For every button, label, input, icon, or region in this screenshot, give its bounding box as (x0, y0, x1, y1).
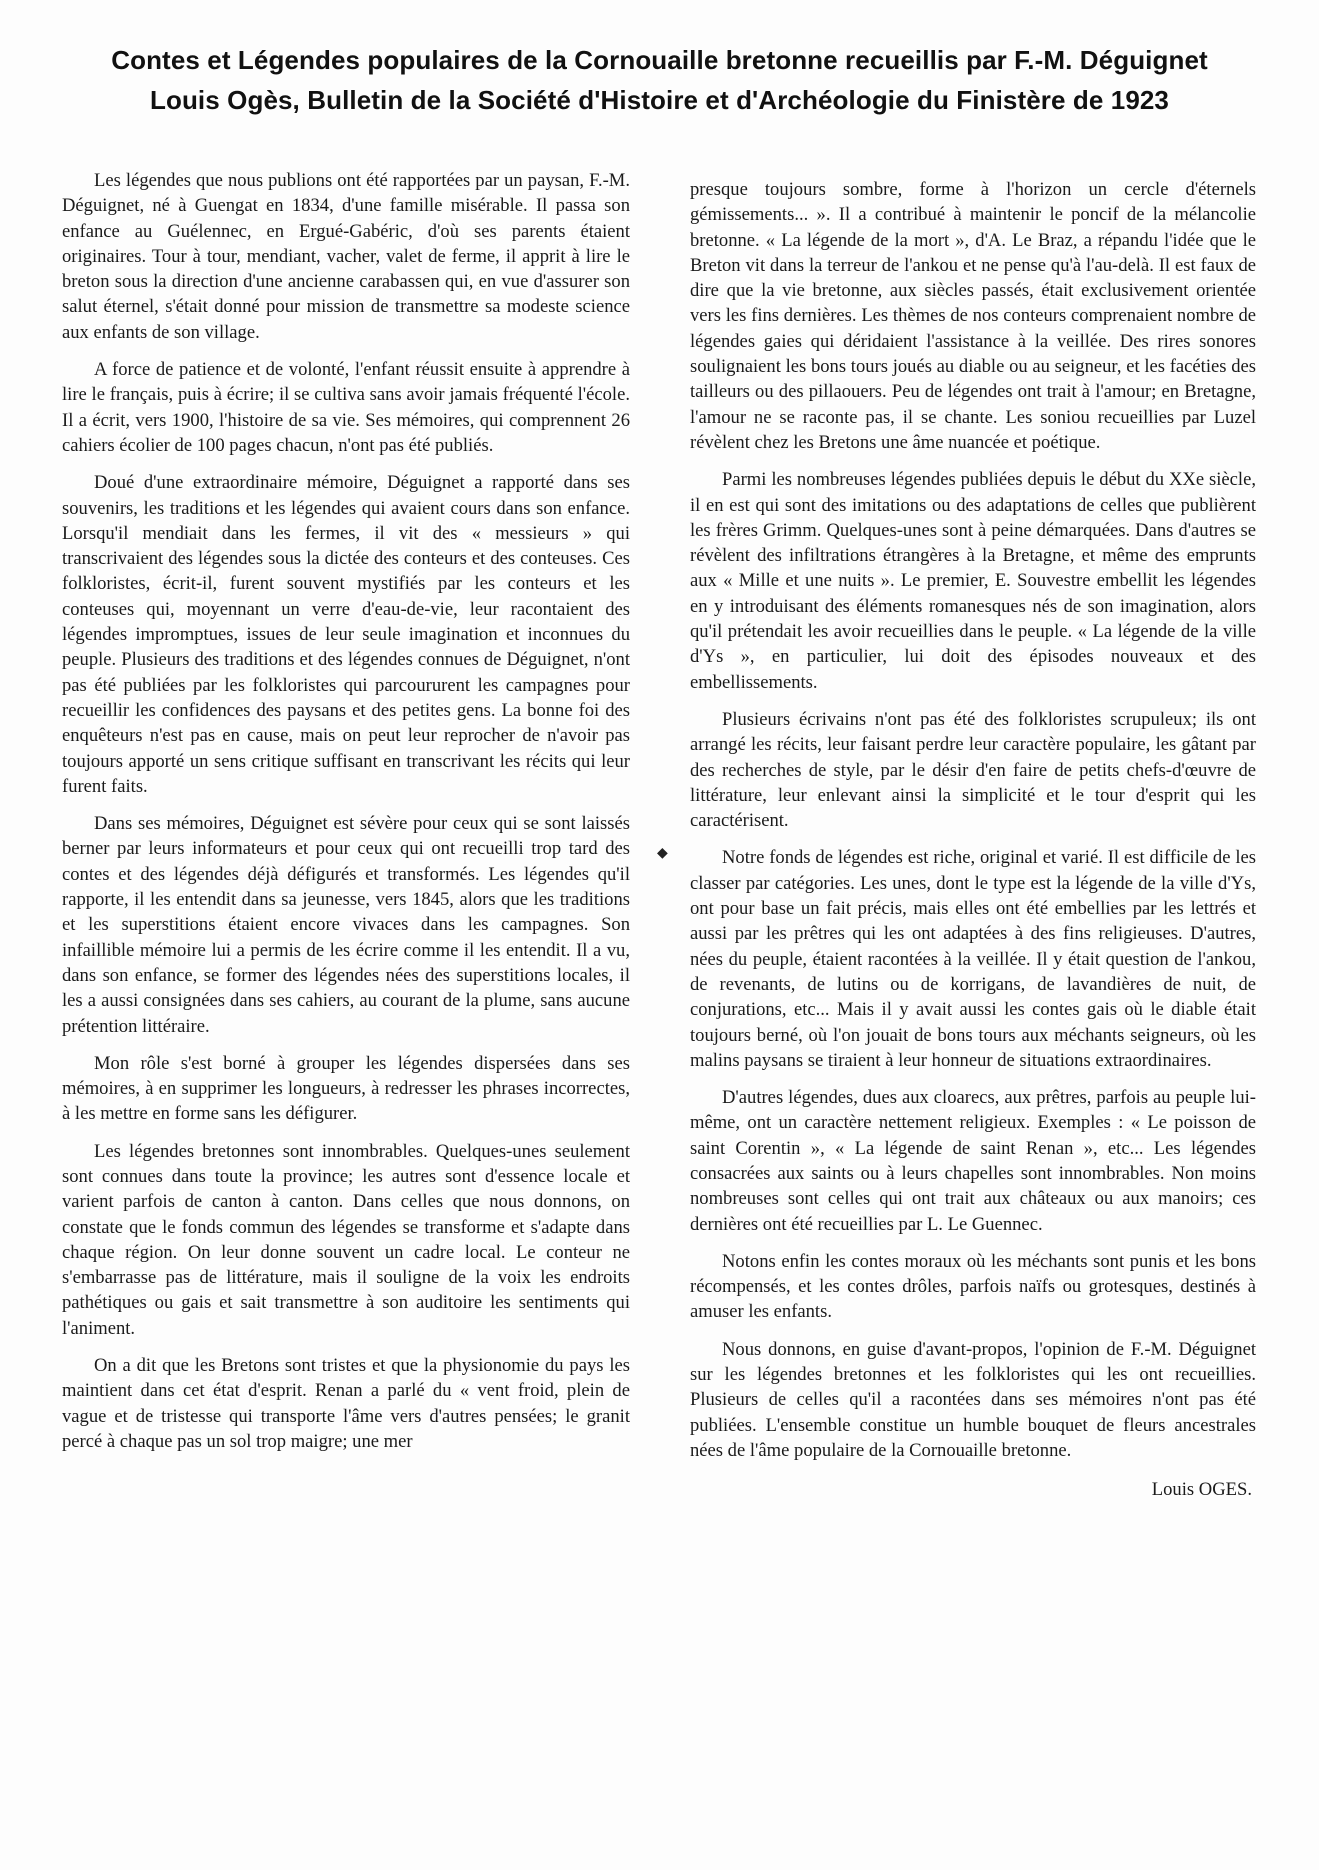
paragraph: Nous donnons, en guise d'avant-propos, l'opinion de F.-M. Déguignet sur les légendes bretonnes et les folkloristes qui les ont recueillies. Plusieurs de celles qu'il a racontées dans ses mémoires n'ont pas été publiées. L'ensemble constitue un humble bouquet de fleurs ancestrales nées de l'âme populaire de la Cornouaille bretonne. (690, 1338, 1256, 1461)
left-column (62, 168, 630, 1466)
right-column (690, 177, 1256, 1515)
paragraph: Les légendes que nous publions ont été rapportées par un paysan, F.-M. Déguignet, né à Guengat en 1834, d'une famille misérable. Il passa son enfance au Guélennec, en Ergué-Gabéric, d'où ses parents étaient originaires. Tour à tour, mendiant, vacher, valet de ferme, il apprit à lire le breton sous la direction d'une ancienne carabassen qui, en vue d'assurer son salut éternel, s'était donné pour mission de transmettre sa modeste science aux enfants de son village. (62, 170, 630, 343)
paragraph: Parmi les nombreuses légendes publiées depuis le début du XXe siècle, il en est qui sont des imitations ou des adaptations de celles que publièrent les frères Grimm. Quelques-unes sont à peine démarquées. Dans d'autres se révèlent des infiltrations étrangères à la Bretagne, et même des emprunts aux « Mille et une nuits ». Le premier, E. Souvestre embellit les légendes en y introduisant des éléments romanesques nés de son imagination, alors qu'il prétendait les avoir recueillies dans le peuple. « La légende de la ville d'Ys », en particulier, lui doit des épisodes nouveaux et des embellissements. (690, 469, 1256, 693)
paragraph: Doué d'une extraordinaire mémoire, Déguignet a rapporté dans ses souvenirs, les traditions et les légendes qui avaient cours dans son enfance. Lorsqu'il mendiait dans les fermes, il vit des « messieurs » qui transcrivaient des légendes sous la dictée des conteurs et des conteuses. Ces folkloristes, écrit-il, furent souvent mystifiés par les conteurs et les conteuses qui, moyennant un verre d'eau-de-vie, leur racontaient des légendes impromptues, issues de leur seule imagination et inconnues du peuple. Plusieurs des traditions et des légendes connues de Déguignet, n'ont pas été publiées par les folkloristes qui parcoururent les campagnes pour recueillir les confidences des paysans et des petites gens. La bonne foi des enquêteurs n'est pas en cause, mais on peut leur reprocher de n'avoir pas toujours apporté un sens critique suffisant en transcrivant les récits qui leur furent faits. (62, 472, 630, 797)
paragraph: A force de patience et de volonté, l'enfant réussit ensuite à apprendre à lire le français, puis à écrire; il se cultiva sans avoir jamais fréquenté l'école. Il a écrit, vers 1900, l'histoire de sa vie. Ses mémoires, qui comprennent 26 cahiers écolier de 100 pages chacun, n'ont pas été publiés. (62, 359, 630, 456)
paragraph: D'autres légendes, dues aux cloarecs, aux prêtres, parfois au peuple lui-même, ont un caractère nettement religieux. Exemples : « Le poisson de saint Corentin », « La légende de saint Renan », etc... Les légendes consacrées aux saints ou à leurs chapelles sont innombrables. Non moins nombreuses sont celles qui ont trait aux châteaux ou aux manoirs; ces dernières ont été recueillies par L. Le Guennec. (690, 1087, 1256, 1235)
paragraph: Notons enfin les contes moraux où les méchants sont punis et les bons récompensés, et les contes drôles, parfois naïfs ou grotesques, destinés à amuser les enfants. (690, 1250, 1256, 1323)
paragraph: On a dit que les Bretons sont tristes et que la physionomie du pays les maintient dans cet état d'esprit. Renan a parlé du « vent froid, plein de vague et de tristesse qui transporte l'âme vers d'autres pensées; le granit percé à chaque pas un sol trop maigre; une mer (62, 1355, 630, 1452)
paragraph: Plusieurs écrivains n'ont pas été des folkloristes scrupuleux; ils ont arrangé les récits, leur faisant perdre leur caractère populaire, les gâtant par des recherches de style, par le désir d'en faire de petits chefs-d'œuvre de littérature, leur enlevant ainsi la simplicité et le tour d'esprit qui les caractérisent. (690, 708, 1256, 832)
scan-speck-mark: ◆ (657, 845, 668, 861)
paragraph: Les légendes bretonnes sont innombrables. Quelques-unes seulement sont connues dans toute la province; les autres sont d'essence locale et varient parfois de canton à canton. Dans celles que nous donnons, on constate que le fonds commun des légendes se transforme et s'adapte dans chaque région. On leur donne souvent un cadre local. Le conteur ne s'embarrasse pas de littérature, mais il souligne de la voix les endroits pathétiques ou gais et sait transmettre à son auditoire les sentiments qui l'animent. (62, 1140, 630, 1339)
paragraph: Mon rôle s'est borné à grouper les légendes dispersées dans ses mémoires, à en supprimer les longueurs, à redresser les phrases incorrectes, à les mettre en forme sans les défigurer. (62, 1052, 630, 1125)
paragraph: Dans ses mémoires, Déguignet est sévère pour ceux qui se sont laissés berner par leurs informateurs et pour ceux qui ont recueilli trop tard des contes et des légendes déjà défigurés et transformés. Les légendes qu'il rapporte, il les entendit dans sa jeunesse, vers 1845, alors que les traditions et les superstitions étaient encore vivaces dans les campagnes. Son infaillible mémoire lui a permis de les écrire comme il les entendit. Il a vu, dans son enfance, se former des légendes nées des superstitions locales, il les a aussi consignées dans ses cahiers, au courant de la plume, sans aucune prétention littéraire. (62, 813, 630, 1037)
title-line-1: Contes et Légendes populaires de la Cornouaille bretonne recueillis par F.-M. Déguignet (111, 45, 1208, 75)
document-header (30, 40, 1289, 120)
title-line-2: Louis Ogès, Bulletin de la Société d'Histoire et d'Archéologie du Finistère de 1923 (149, 85, 1169, 115)
paragraph: Notre fonds de légendes est riche, original et varié. Il est difficile de les classer par catégories. Les unes, dont le type est la légende de la ville d'Ys, ont pour base un fait précis, mais elles ont été embellies par les lettrés et aussi par les prêtres qui les ont adaptées à des fins religieuses. D'autres, nées du peuple, étaient racontées à la veillée. Il y était question de l'ankou, de revenants, de lutins ou de korrigans, de lavandières de nuit, de conjurations, etc... Mais il y avait aussi les contes gais où le diable était toujours berné, où l'on jouait de bons tours aux méchants seigneurs, où les malins paysans se tiraient à leur honneur de situations extraordinaires. (690, 847, 1256, 1071)
paragraph: presque toujours sombre, forme à l'horizon un cercle d'éternels gémissements... ». Il a contribué à maintenir le poncif de la mélancolie bretonne. « La légende de la mort », d'A. Le Braz, a répandu l'idée que le Breton vit dans la terreur de l'ankou et ne pense qu'à l'au-delà. Il est faux de dire que la vie bretonne, aux siècles passés, était exclusivement orientée vers les fins dernières. Les thèmes de nos conteurs comprenaient nombre de légendes gaies qui déridaient l'assistance à la veillée. Des rires sonores soulignaient les bons tours joués au diable ou au seigneur, et les facéties des tailleurs ou des pillaouers. Peu de légendes ont trait à l'amour; en Bretagne, l'amour ne se raconte pas, il se chante. Les soniou recueillies par Luzel révèlent chez les Bretons une âme nuancée et poétique. (690, 179, 1256, 453)
signature: Louis OGES. (1151, 1479, 1252, 1501)
